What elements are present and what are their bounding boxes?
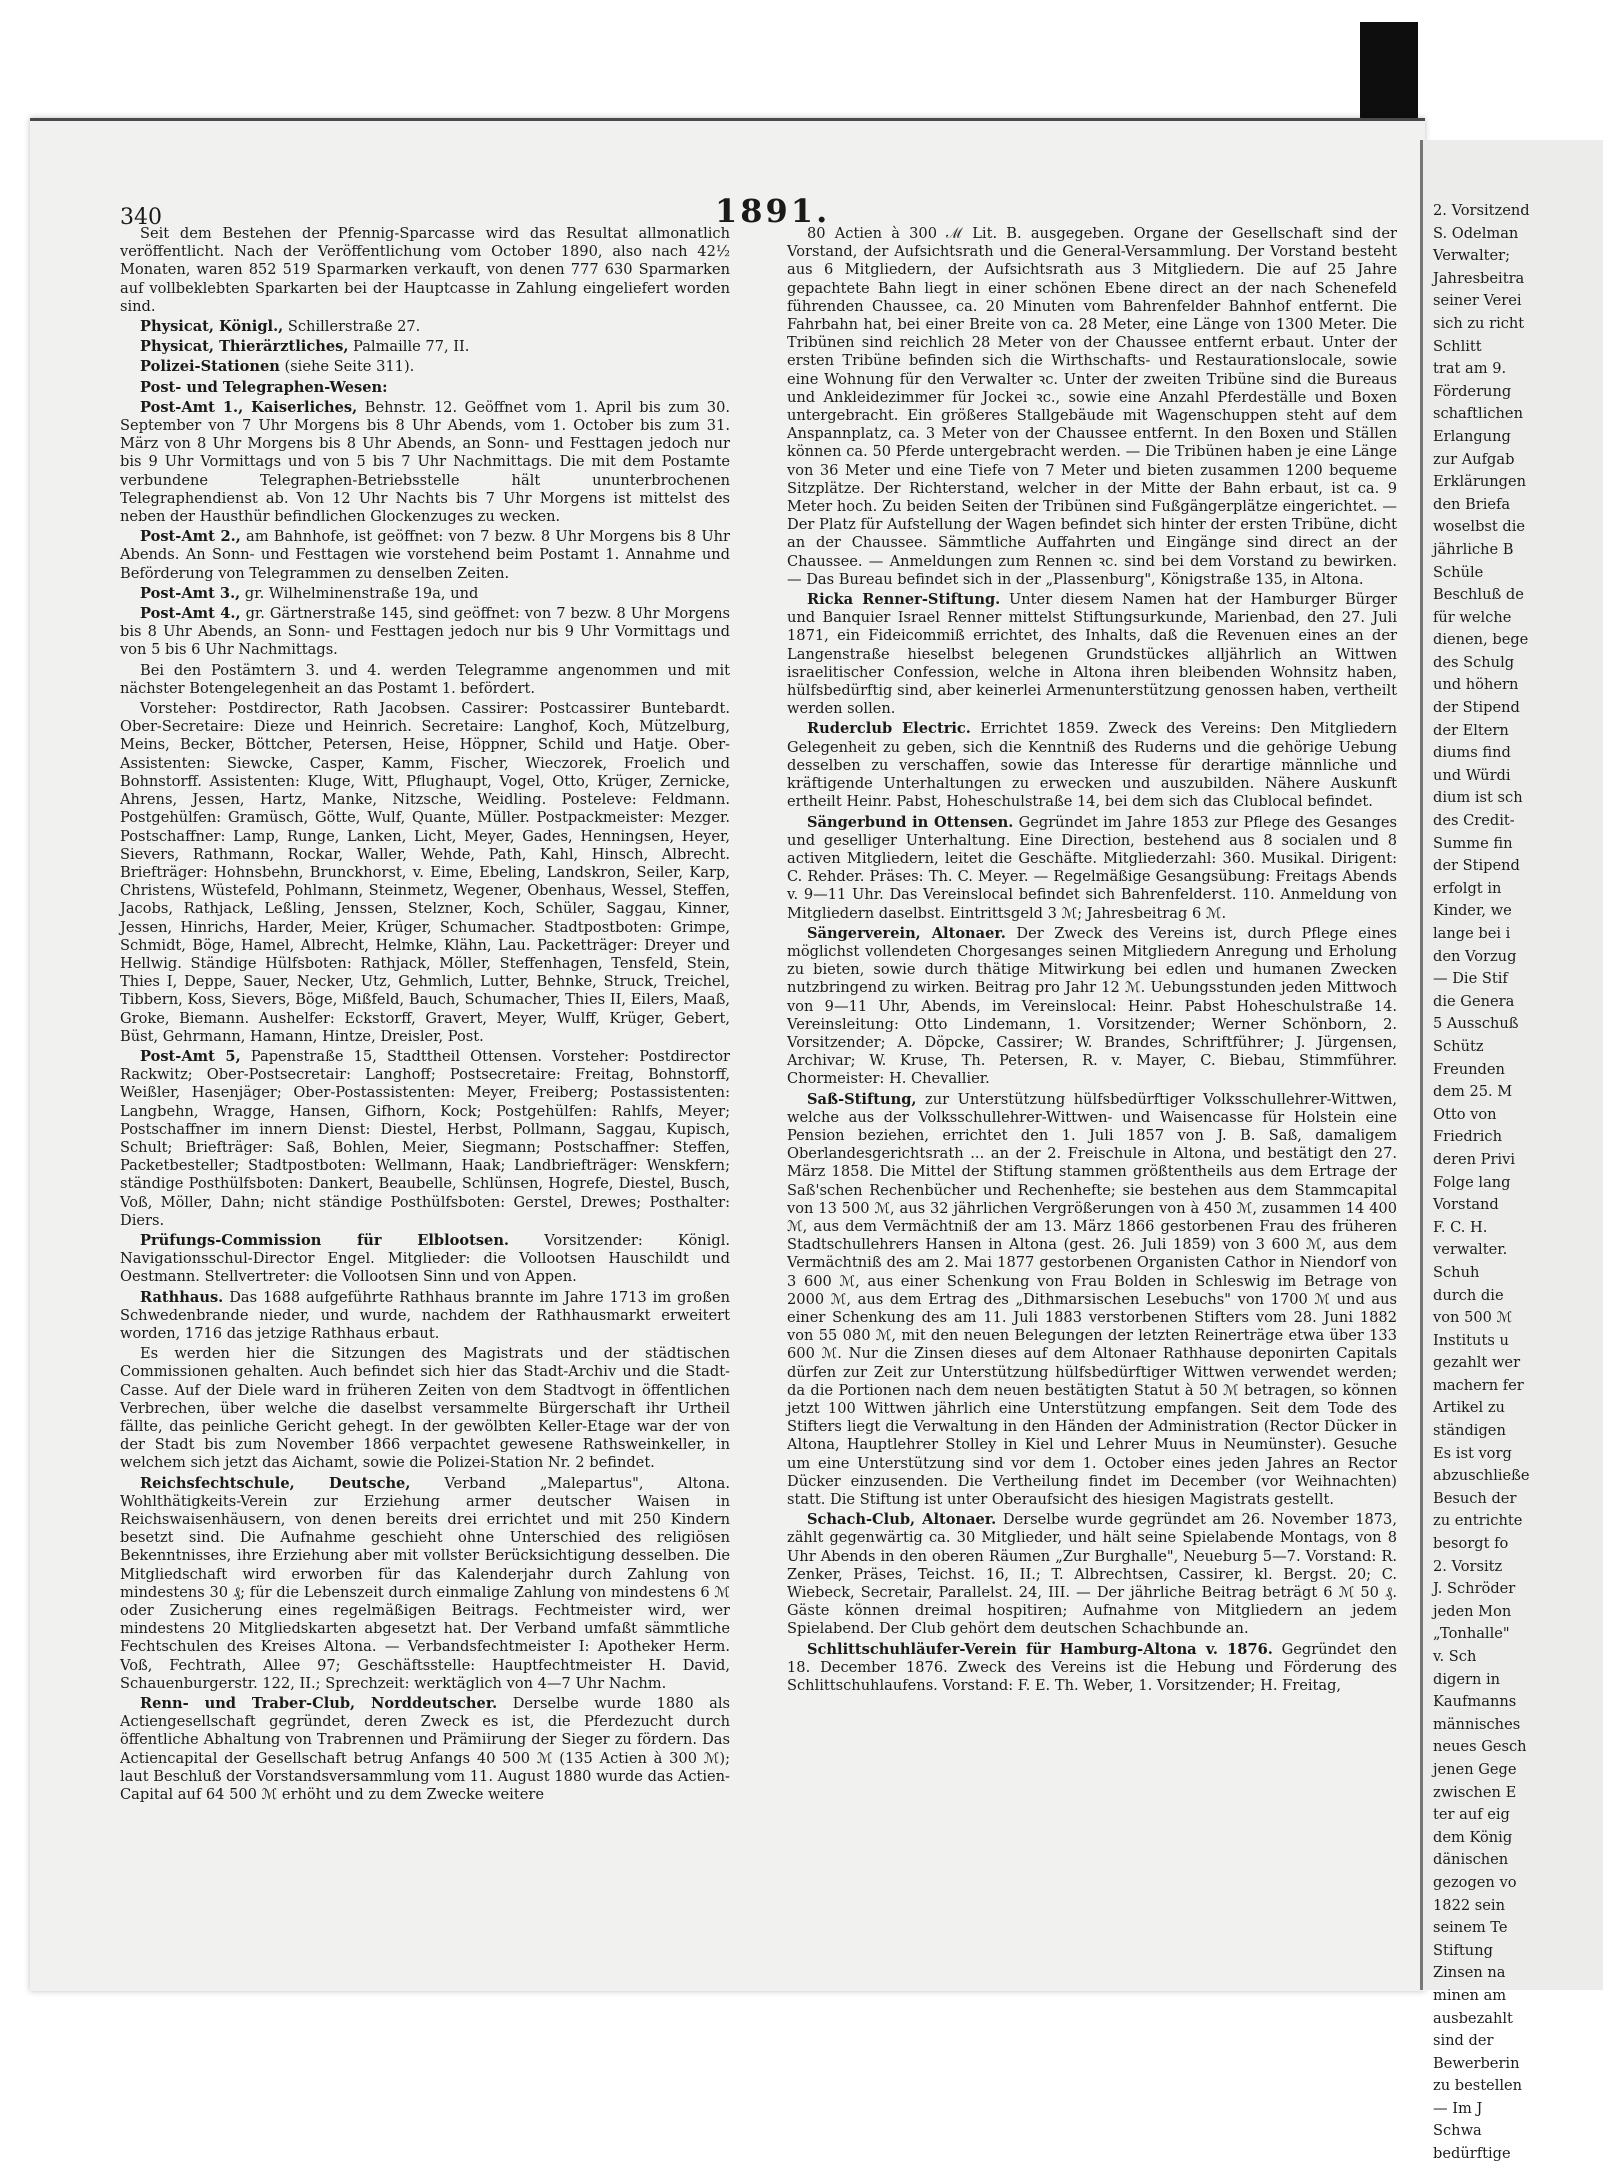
left-column: [120, 225, 730, 1806]
entry-heading: Schach-Club, Altonaer.: [807, 1511, 997, 1529]
next-page-line: v. Sch: [1433, 1648, 1477, 1665]
next-page-line: bedürftige: [1433, 2145, 1511, 2163]
entry: [120, 1232, 730, 1287]
entry: [120, 1048, 730, 1230]
next-page-line: — Im J: [1433, 2099, 1483, 2117]
next-page-line: Jahresbeitra: [1433, 269, 1525, 287]
entry-text: Schillerstraße 27.: [287, 318, 421, 336]
next-page-line: Artikel zu: [1433, 1399, 1505, 1417]
entry: [120, 585, 730, 603]
next-page-line: Stiftung: [1433, 1941, 1493, 1959]
next-page-line: jeden Mon: [1433, 1602, 1512, 1620]
next-page-line: Freunden: [1433, 1060, 1505, 1078]
next-page-line: und höhern: [1433, 676, 1519, 694]
next-page-line: Instituts u: [1433, 1331, 1509, 1349]
next-page-line: Otto von: [1433, 1105, 1497, 1123]
next-page-line: „Tonhalle": [1433, 1625, 1510, 1643]
entry: [120, 1695, 730, 1804]
entry-heading: Post-Amt 2.,: [140, 528, 241, 546]
entry-heading: Sängerverein, Altonaer.: [807, 924, 1006, 942]
entry: [120, 700, 730, 1046]
entry-text: Behnstr. 12. Geöffnet vom 1. April bis zum 30. September von 7 Uhr Morgens bis 8 Uhr Abends, vom 1. October bis zum 31. März von 8 Uhr Morgens bis 8 Uhr Abends, an Sonn- und Festtagen jedoch nur bis 9 Uhr Vormittags und von 5 bis 7 Uhr Nachmittags. Die mit dem Postamte verbundene Telegraphen-Betriebsstelle hält ununterbrochenen Telegraphendienst ab. Von 12 Uhr Nachts bis 7 Uhr Morgens ist mittelst des neben der Hausthür befindlichen Glockenzuges zu wecken.: [120, 398, 731, 526]
next-page-line: den Vorzug: [1433, 947, 1517, 965]
entry-text: Vorsitzender: Königl. Navigationsschul-Director Engel. Mitglieder: die Vollootsen Hauschildt und Oestmann. Stellvertreter: die Vollootsen Sinn und von Appen.: [120, 1231, 731, 1286]
next-page-line: Folge lang: [1433, 1173, 1511, 1191]
next-page-line: Vorstand: [1433, 1196, 1499, 1214]
next-page-line: Es ist vorg: [1433, 1444, 1512, 1462]
next-page-edge: [1420, 140, 1603, 2163]
next-page-line: gezahlt wer: [1433, 1354, 1521, 1372]
next-page-line: S. Odelman: [1433, 224, 1519, 242]
next-page-line: Schütz: [1433, 1037, 1484, 1055]
next-page-line: 2. Vorsitz: [1433, 1557, 1503, 1575]
next-page-line: Erlangung: [1433, 427, 1511, 445]
next-page-line: Summe fin: [1433, 834, 1513, 852]
entry: [787, 1511, 1397, 1638]
entry-heading: Post-Amt 1., Kaiserliches,: [140, 398, 358, 416]
next-page-line: schaftlichen: [1433, 405, 1523, 423]
next-page-line: ter auf eig: [1433, 1806, 1510, 1824]
next-page-line: 1822 sein: [1433, 1896, 1505, 1914]
next-page-line: dienen, bege: [1433, 631, 1529, 649]
entry: [120, 318, 730, 336]
entry-text: Seit dem Bestehen der Pfennig-Sparcasse wird das Resultat allmonatlich veröffentlicht. Nach der Veröffentlichung vom October 1890, also nach 42½ Monaten, waren 852 519 Sparmarken verkauft, von denen 777 630 Sparmarken auf vollbeklebten Sparkarten bei der Hauptcasse in Zahlung eingeliefert worden sind.: [120, 225, 730, 315]
next-page-line: Schlitt: [1433, 337, 1482, 355]
entry-text: Derselbe wurde gegründet am 26. November 1873, zählt gegenwärtig ca. 30 Mitglieder, und hält seine Spielabende Montags, von 8 Uhr Abends in den oberen Räumen „Zur Burghalle", Neueburg 5—7. Vorstand: R. Zenker, Präses, Teichst. 16, II.; T. Albrechtsen, Cassirer, kl. Bergst. 20; C. Wiebeck, Secretair, Parallelst. 24, III. — Der jährliche Beitrag beträgt 6 ℳ 50 ₰. Gäste können dreimal hospitiren; Aufnahme von Mitgliedern an jedem Spielabend. Der Club gehört dem deutschen Schachbunde an.: [787, 1511, 1397, 1638]
entry-heading: Rathhaus.: [140, 1288, 224, 1306]
next-page-line: digern in: [1433, 1670, 1501, 1688]
entry-heading: Prüfungs-Commission für Elblootsen.: [140, 1231, 510, 1249]
next-page-line: gezogen vo: [1433, 1873, 1517, 1891]
entry-text: gr. Gärtnerstraße 145, sind geöffnet: von 7 bezw. 8 Uhr Morgens bis 8 Uhr Abends, an Sonn- und Festtagen jedoch nur bis 9 Uhr Vormittags und von 5 bis 6 Uhr Nachmittags.: [120, 605, 730, 659]
entry-heading: Renn- und Traber-Club, Norddeutscher.: [140, 1695, 498, 1713]
next-page-line: sind der: [1433, 2032, 1494, 2050]
next-page-line: neues Gesch: [1433, 1738, 1527, 1756]
entry-heading: Reichsfechtschule, Deutsche,: [140, 1474, 411, 1492]
entry: [787, 225, 1397, 589]
entry-text: am Bahnhofe, ist geöffnet: von 7 bezw. 8 Uhr Morgens bis 8 Uhr Abends. An Sonn- und Festtagen wie vorstehend beim Postamt 1. Annahme und Beförderung von Telegrammen zu denselben Zeiten.: [120, 528, 730, 582]
entry-text: (siehe Seite 311).: [284, 358, 415, 376]
next-page-line: Schuh: [1433, 1263, 1480, 1281]
next-page-line: von 500 ℳ: [1433, 1309, 1513, 1327]
next-page-line: der Eltern: [1433, 721, 1509, 739]
entry: [120, 1345, 730, 1472]
next-page-line: zu bestellen: [1433, 2077, 1523, 2095]
next-page-line: zu entrichte: [1433, 1512, 1523, 1530]
next-page-line: dium ist sch: [1433, 789, 1523, 807]
entry: [120, 225, 730, 316]
next-page-line: deren Privi: [1433, 1150, 1516, 1168]
entry-text: Palmaille 77, II.: [353, 338, 470, 356]
next-page-line: jährliche B: [1433, 540, 1514, 558]
next-page-line: Bewerberin: [1433, 2054, 1520, 2072]
next-page-line: diums find: [1433, 744, 1511, 762]
next-page-line: dänischen: [1433, 1851, 1509, 1869]
entry-heading: Post-Amt 4.,: [140, 605, 241, 623]
entry-heading: Post- und Telegraphen-Wesen:: [140, 378, 388, 396]
next-page-line: Kaufmanns: [1433, 1693, 1517, 1711]
next-page-line: Beschluß de: [1433, 586, 1524, 604]
entry-heading: Physicat, Königl.,: [140, 318, 284, 336]
next-page-line: der Stipend: [1433, 699, 1520, 717]
entry-heading: Post-Amt 3.,: [140, 584, 241, 602]
entry: [120, 1289, 730, 1344]
next-page-line: Schwa: [1433, 2122, 1482, 2140]
entry: [120, 379, 730, 397]
entry-text: Unter diesem Namen hat der Hamburger Bürger und Banquier Israel Renner mittelst Stiftungsurkunde, Marienbad, den 27. Juli 1871, ein Fideicommiß errichtet, des Inhalts, daß die Revenuen eines an der Langenstraße hieselbst belegenen Grundstückes alljährlich an Wittwen israelitischer Confession, welche in Altona ihren bleibenden Wohnsitz haben, hülfsbedürftig sind, aber keinerlei Armenunterstützung genossen haben, vertheilt werden sollen.: [787, 591, 1397, 718]
next-page-line: 2. Vorsitzend: [1433, 202, 1530, 219]
next-page-line: sich zu richt: [1433, 314, 1525, 332]
entry-text: Das 1688 aufgeführte Rathhaus brannte im Jahre 1713 im großen Schwedenbrande nieder, und wurde, nachdem der Rathhausmarkt erweitert worden, 1716 das jetzige Rathhaus erbaut.: [120, 1288, 730, 1342]
next-page-line: Zinsen na: [1433, 1964, 1506, 1982]
entry-text: Papenstraße 15, Stadttheil Ottensen. Vorsteher: Postdirector Rackwitz; Ober-Postsecretair: Langhoff; Postsecretaire: Freitag, Bohnstorff, Weißler, Hasenjäger; Ober-Postassistenten: Meyer, Freiberg; Postassistenten: Langbehn, Wragge, Hansen, Gifhorn, Kock; Postgehülfen: Rahlfs, Meyer; Postschaffner im innern Dienst: Diestel, Herbst, Pollmann, Saggau, Kupisch, Schult; Briefträger: Saß, Bohlen, Meier, Siegmann; Postschaffner: Steffen, Packetbesteller; Stadtpostboten: Wellmann, Haak; Landbriefträger: Wenskfern; ständige Posthülfsboten: Dankert, Beaubelle, Schlünsen, Hogrefe, Diestel, Busch, Voß, Möller, Dahn; nicht ständige Posthülfsboten: Gerstel, Drewes; Posthalter: Diers.: [120, 1047, 731, 1229]
page-number: 340: [120, 205, 162, 230]
entry-text: Bei den Postämtern 3. und 4. werden Telegramme angenommen und mit nächster Botengelegenheit an das Postamt 1. befördert.: [120, 661, 730, 697]
entry-text: Gegründet den 18. December 1876. Zweck des Vereins ist die Hebung und Förderung des Schlittschuhlaufens. Vorstand: F. E. Th. Weber, 1. Vorsitzender; H. Freitag,: [787, 1640, 1398, 1695]
entry: [120, 1475, 730, 1693]
next-page-line: jenen Gege: [1433, 1760, 1517, 1778]
next-page-line: 5 Ausschuß: [1433, 1015, 1519, 1033]
next-page-line: — Die Stif: [1433, 970, 1508, 988]
entry-text: Vorsteher: Postdirector, Rath Jacobsen. Cassirer: Postcassirer Buntebardt. Ober-Secretaire: Dieze und Heinrich. Secretaire: Langhof, Koch, Mützelburg, Meins, Becker, Böttcher, Petersen, Heise, Höppner, Schild und Hatje. Ober-Assistenten: Siewcke, Casper, Kamm, Fischer, Wieczorek, Froelich und Bohnstorff. Assistenten: Kluge, Witt, Pflughaupt, Vogel, Otto, Krüger, Zernicke, Ahrens, Jessen, Hartz, Manke, Nitzsche, Weidling. Posteleve: Feldmann. Postgehülfen: Gramüsch, Götte, Wulf, Quante, Müller. Postpackmeister: Mezger. Postschaffner: Lamp, Runge, Lanken, Licht, Meyer, Gades, Henningsen, Heyer, Sievers, Rathmann, Rockar, Waller, Wehde, Path, Kahl, Hinsch, Albrecht. Briefträger: Hohnsbehn, Brunckhorst, v. Eime, Ebeling, Landskron, Seiler, Karp, Christens, Wüstefeld, Pohlmann, Steinmetz, Wegener, Obenhaus, Wessel, Steffen, Jacobs, Rathjack, Leßling, Jenssen, Stelzner, Koch, Schüler, Saggau, Kinner, Jessen, Hinrichs, Harder, Meier, Krüger, Schumacher. Stadtpostboten: Grimpe, Schmidt, Böge, Hamel, Albrecht, Helmke, Klähn, Lau. Packetträger: Dreyer und Hellwig. Ständige Hülfsboten: Rathjack, Möller, Steffenhagen, Tensfeld, Stein, Thies I, Deppe, Sauer, Necker, Utz, Gehmlich, Lutter, Behnke, Struck, Treichel, Tibbern, Koss, Sievers, Böge, Mißfeld, Bauch, Schumacher, Thies II, Eilers, Maaß, Groke, Biemann. Aushelfer: Eckstorff, Gravert, Meyer, Wulff, Krüger, Gebert, Büst, Gehrmann, Hamann, Hintze, Dreisler, Post.: [120, 700, 730, 1045]
next-page-fragments: [1433, 200, 1530, 2166]
next-page-line: zur Aufgab: [1433, 450, 1515, 468]
entry: [120, 358, 730, 376]
next-page-line: der Stipend: [1433, 857, 1520, 875]
next-page-line: die Genera: [1433, 992, 1515, 1010]
next-page-line: J. Schröder: [1433, 1580, 1516, 1598]
page-tab-marker: [1360, 22, 1418, 120]
entry-heading: Ricka Renner-Stiftung.: [807, 591, 1001, 609]
next-page-line: Friedrich: [1433, 1128, 1502, 1146]
next-page-line: Schüle: [1433, 563, 1484, 581]
next-page-line: des Credit-: [1433, 812, 1515, 830]
entry: [787, 1091, 1397, 1510]
entry: [787, 720, 1397, 811]
next-page-line: minen am: [1433, 1986, 1507, 2004]
entry-text: Verband „Malepartus", Altona. Wohlthätigkeits-Verein zur Erziehung armer deutscher Waisen in Reichswaisenhäusern, von denen bereits drei errichtet und mit 250 Kindern besetzt sind. Die Aufnahme geschieht ohne Unterschied des religiösen Bekenntnisses, ihre Erziehung aber mit vollster Berücksichtigung desselben. Die Mitgliedschaft wird erworben für das Kalenderjahr durch Zahlung von mindestens 30 ₰; für die Lebenszeit durch einmalige Zahlung von mindestens 6 ℳ oder Zusicherung eines regelmäßigen Beitrags. Fechtmeister wird, wer mindestens 20 Mitgliedskarten abgesetzt hat. Der Verband umfaßt sämmtliche Fechtschulen des Kreises Altona. — Verbandsfechtmeister I: Apotheker Herm. Voß, Fechtrath, Allee 97; Geschäftsstelle: Hauptfechtmeister H. David, Schauenburgerstr. 122, II.; Sprechzeit: werktäglich von 4—7 Uhr Nachm.: [120, 1474, 731, 1692]
entry-heading: Post-Amt 5,: [140, 1047, 241, 1065]
next-page-line: für welche: [1433, 608, 1512, 626]
next-page-line: ausbezahlt: [1433, 2009, 1513, 2027]
next-page-line: des Schulg: [1433, 653, 1515, 671]
next-page-line: F. C. H.: [1433, 1218, 1488, 1236]
entry: [787, 814, 1397, 923]
next-page-line: machern fer: [1433, 1376, 1524, 1394]
next-page-line: dem König: [1433, 1828, 1513, 1846]
next-page-line: ständigen: [1433, 1422, 1506, 1440]
entry: [120, 528, 730, 583]
entry: [787, 925, 1397, 1089]
entry: [120, 662, 730, 698]
next-page-line: und Würdi: [1433, 766, 1511, 784]
entry-heading: Physicat, Thierärztliches,: [140, 338, 349, 356]
next-page-line: Förderung: [1433, 382, 1512, 400]
right-column: [787, 225, 1397, 1697]
entry: [120, 605, 730, 660]
next-page-line: Erklärungen: [1433, 473, 1526, 491]
entry-text: Gegründet im Jahre 1853 zur Pflege des Gesanges und geselliger Unterhaltung. Eine Direction, bestehend aus 8 socialen und 8 activen Mitgliedern, leitet die Geschäfte. Mitgliederzahl: 360. Musikal. Dirigent: C. Rehder. Präses: Th. C. Meyer. — Regelmäßige Gesangsübung: Freitags Abends v. 9—11 Uhr. Das Vereinslocal befindet sich Bahrenfelderst. 110. Anmeldung von Mitgliedern daselbst. Eintrittsgeld 3 ℳ; Jahresbeitrag 6 ℳ.: [787, 813, 1397, 922]
entry-text: gr. Wilhelminenstraße 19a, und: [244, 584, 479, 602]
entry-heading: Sängerbund in Ottensen.: [807, 813, 1014, 831]
next-page-line: dem 25. M: [1433, 1083, 1513, 1101]
next-page-line: männisches: [1433, 1715, 1521, 1733]
entry-heading: Polizei-Stationen: [140, 358, 280, 376]
entry-text: 80 Actien à 300 ℳ Lit. B. ausgegeben. Organe der Gesellschaft sind der Vorstand, der Aufsichtsrath und die General-Versammlung. Der Vorstand besteht aus 6 Mitgliedern, der Aufsichtsrath aus 3 Mitgliedern. Die auf 25 Jahre gepachtete Bahn liegt in einer schönen Ebene direct an der nach Schenefeld führenden Chaussee, ca. 20 Minuten vom Bahrenfelder Bahnhof entfernt. Die Fahrbahn hat, bei einer Breite von ca. 28 Meter, eine Länge von 1300 Meter. Die Tribünen sind reichlich 28 Meter von der Chaussee entfernt erbaut. Unter der ersten Tribüne befinden sich die Wirthschafts- und Restaurationslocale, sowie eine Wohnung für den Verwalter ꝛc. Unter der zweiten Tribüne sind die Bureaus und Ankleidezimmer für Jockei ꝛc., sowie eine Anzahl Pferdeställe und Boxen untergebracht. Ein größeres Stallgebäude mit Wagenschuppen steht auf dem Anspannplatz, ca. 3 Meter von der Chaussee entfernt. In den Boxen und Ställen können ca. 50 Pferde untergebracht werden. — Die Tribünen haben je eine Länge von 36 Meter und eine Tiefe von 7 Meter und bieten zusammen 1200 bequeme Sitzplätze. Der Richterstand, welcher in der Mitte der Bahn erbaut, ist ca. 9 Meter hoch. Zu beiden Seiten der Tribünen sind Fußgängerplätze eingerichtet. — Der Platz für Aufstellung der Wagen befindet sich hinter der ersten Tribüne, dicht an der Chaussee. Sämmtliche Auffahrten und Eingänge sind direct an der Chaussee. — Anmeldungen zum Rennen ꝛc. sind bei dem Vorstand zu bewirken. — Das Bureau befindet sich in der „Plassenburg", Königstraße 135, in Altona.: [787, 225, 1397, 588]
entry: [787, 591, 1397, 718]
page-year-heading: 1891.: [715, 192, 831, 230]
next-page-line: Besuch der: [1433, 1489, 1517, 1507]
entry: [787, 1641, 1397, 1696]
entry-text: Errichtet 1859. Zweck des Vereins: Den Mitgliedern Gelegenheit zu geben, sich die Kenntniß des Ruderns und die gehörige Uebung desselben zu verschaffen, sowie das Interesse für derartige männliche und kräftigende Unterhaltungen zu erwecken und auszubilden. Nähere Auskunft ertheilt Heinr. Pabst, Hoheschulstraße 14, bei dem sich das Clublocal befindet.: [787, 720, 1397, 811]
next-page-line: Verwalter;: [1433, 247, 1511, 265]
next-page-line: besorgt fo: [1433, 1535, 1509, 1553]
next-page-line: zwischen E: [1433, 1783, 1517, 1801]
next-page-line: erfolgt in: [1433, 879, 1502, 897]
entry: [120, 338, 730, 356]
entry-heading: Saß-Stiftung,: [807, 1090, 917, 1108]
next-page-line: den Briefa: [1433, 495, 1511, 513]
entry-text: zur Unterstützung hülfsbedürftiger Volksschullehrer-Wittwen, welche aus der Volksschullehrer-Wittwen- und Waisencasse für Holstein eine Pension beziehen, errichtet den 1. Juli 1857 von J. B. Saß, damaligem Oberlandesgerichtsrath ... an der 2. Freischule in Altona, und bestätigt den 27. März 1858. Die Mittel der Stiftung stammen größtentheils aus dem Ertrage der Saß'schen Rechenbücher und Rechenhefte; sie bestehen aus dem Stammcapital von 13 500 ℳ, aus 32 jährlichen Vergrößerungen von à 450 ℳ, zusammen 14 400 ℳ, aus dem Vermächtniß der am 13. März 1866 gestorbenen Frau des früheren Stadtschullehrers Hansen in Altona (gest. 26. Juli 1859) von 3 600 ℳ, aus dem Vermächtniß des am 2. Mai 1877 gestorbenen Organisten Cathor in Niendorf von 3 600 ℳ, aus einer Schenkung von Frau Bolden in Schleswig im Betrage von 2000 ℳ, aus dem Ertrag des „Dithmarsischen Lesebuchs" von 1700 ℳ und aus einer Schenkung des am 11. Juli 1883 verstorbenen Stifters vom 28. Juni 1882 von 55 080 ℳ, mit den neuen Belegungen der letzten Reinerträge etwa über 133 600 ℳ. Nur die Zinsen dieses auf dem Altonaer Rathhause deponirten Capitals dürfen zur Zeit zur Unterstützung hülfsbedürftiger Wittwen verwendet werden; da die Portionen nach dem neuen bestätigten Statut à 50 ℳ betragen, so können jetzt 100 Wittwen jährlich eine Unterstützung empfangen. Seit dem Tode des Stifters liegt die Verwaltung in den Händen der Administration (Rector Dücker in Altona, Hauptlehrer Stolley in Kiel und Lehrer Muus in Neumünster). Gesuche um eine Unterstützung sind vor dem 1. October eines jeden Jahres an Rector Dücker einzusenden. Die Vertheilung findet im December (vor Weihnachten) statt. Die Stiftung ist unter Oberaufsicht des hiesigen Magistrats gestellt.: [787, 1090, 1398, 1509]
entry-heading: Ruderclub Electric.: [807, 720, 971, 738]
entry-heading: Schlittschuhläufer-Verein für Hamburg-Altona v. 1876.: [807, 1640, 1273, 1658]
next-page-line: Kinder, we: [1433, 902, 1512, 920]
entry: [120, 399, 730, 526]
next-page-line: seinem Te: [1433, 1919, 1508, 1937]
entry-text: Derselbe wurde 1880 als Actiengesellschaft gegründet, deren Zweck es ist, die Pferdezucht durch öffentliche Abhaltung von Trabrennen und Prämiirung der Sieger zu fördern. Das Actiencapital der Gesellschaft betrug Anfangs 40 500 ℳ (135 Actien à 300 ℳ); laut Beschluß der Vorstandsversammlung vom 11. August 1880 wurde das Actien-Capital auf 64 500 ℳ erhöht und zu dem Zwecke weitere: [120, 1695, 730, 1804]
entry-text: Es werden hier die Sitzungen des Magistrats und der städtischen Commissionen gehalten. Auch befindet sich hier das Stadt-Archiv und die Stadt-Casse. Auf der Diele ward in früheren Zeiten von dem Stadtvogt in öffentlichen Verbrechen, über welche die daselbst versammelte Bürgerschaft ihr Urtheil fällte, das peinliche Gericht gehegt. In der gewölbten Keller-Etage war der von der Stadt bis zum November 1866 verpachtet gewesene Rathsweinkeller, in welchem sich jetzt das Aichamt, sowie die Polizei-Station Nr. 2 befindet.: [120, 1345, 730, 1472]
next-page-line: abzuschließe: [1433, 1467, 1530, 1485]
entry-text: Der Zweck des Vereins ist, durch Pflege eines möglichst vollendeten Chorgesanges seinen Mitgliedern Anregung und Erholung zu bieten, sowie durch thätige Mitwirkung bei edlen und humanen Zwecken nutzbringend zu wirken. Beitrag pro Jahr 12 ℳ. Uebungsstunden jeden Mittwoch von 9—11 Uhr, Abends, im Vereinslocal: Heinr. Pabst Hoheschulstraße 14. Vereinsleitung: Otto Lindemann, 1. Vorsitzender; Werner Schönborn, 2. Vorsitzender; A. Döpcke, Cassirer; W. Brandes, Schriftführer; J. Jürgensen, Archivar; W. Kruse, Th. Petersen, R. v. Mayer, C. Biebau, Stimmführer. Chormeister: H. Chevallier.: [787, 924, 1398, 1088]
next-page-line: lange bei i: [1433, 925, 1511, 942]
next-page-line: trat am 9.: [1433, 360, 1507, 378]
next-page-line: verwalter.: [1433, 1241, 1508, 1259]
next-page-line: durch die: [1433, 1286, 1504, 1304]
next-page-line: woselbst die: [1433, 518, 1526, 536]
next-page-line: seiner Verei: [1433, 292, 1522, 310]
